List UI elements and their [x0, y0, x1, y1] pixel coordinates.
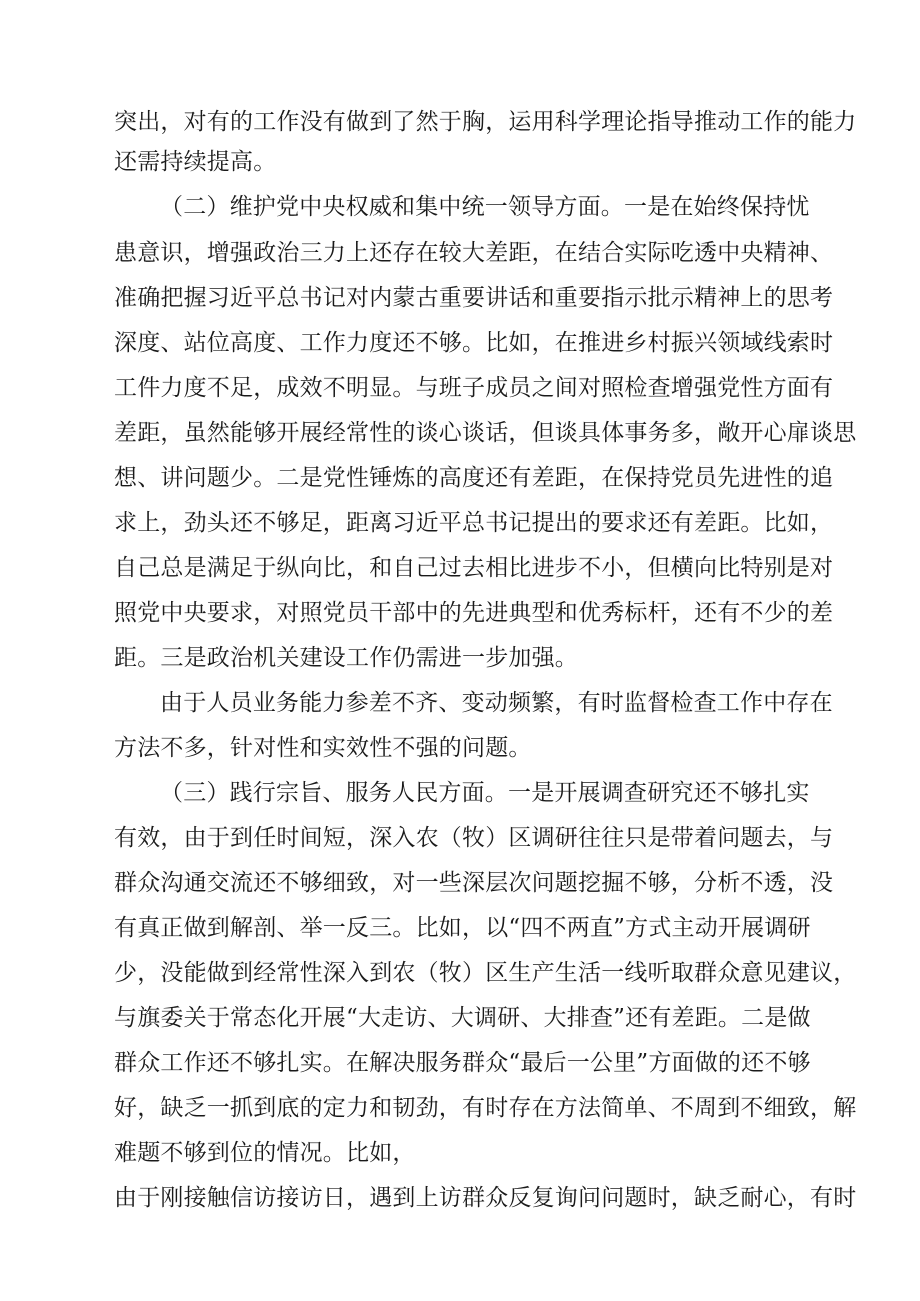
text-line: （三）践行宗旨、服务人民方面。一是开展调查研究还不够扎实: [160, 780, 810, 806]
text-line: 方法不多，针对性和实效性不强的问题。: [114, 735, 532, 761]
text-line: 好，缺乏一抓到底的定力和韧劲，有时存在方法简单、不周到不细致，解: [114, 1095, 857, 1121]
text-line: 有效，由于到任时间短，深入农（牧）区调研往往只是带着问题去，与: [114, 825, 834, 851]
text-line: 难题不够到位的情况。比如，: [114, 1140, 416, 1166]
text-line: 准确把握习近平总书记对内蒙古重要讲话和重要指示批示精神上的思考: [114, 285, 834, 311]
text-line: 由于刚接触信访接访日，遇到上访群众反复询问问题时，缺乏耐心，有时: [114, 1185, 857, 1211]
text-line: 距。三是政治机关建设工作仍需进一步加强。: [114, 645, 578, 671]
text-line: 自己总是满足于纵向比，和自己过去相比进步不小，但横向比特别是对: [114, 555, 834, 581]
text-line: 突出，对有的工作没有做到了然于胸，运用科学理论指导推动工作的能力: [114, 109, 857, 135]
text-line: 深度、站位高度、工作力度还不够。比如，在推进乡村振兴领域线索时: [114, 330, 834, 356]
text-line: 差距，虽然能够开展经常性的谈心谈话，但谈具体事务多，敞开心扉谈思: [114, 420, 857, 446]
text-line: 由于人员业务能力参差不齐、变动频繁，有时监督检查工作中存在: [160, 690, 833, 716]
text-line: 患意识，增强政治三力上还存在较大差距，在结合实际吃透中央精神、: [114, 240, 834, 266]
text-line: 与旗委关于常态化开展“大走访、大调研、大排查”还有差距。二是做: [114, 1005, 811, 1031]
text-line: 照党中央要求，对照党员干部中的先进典型和优秀标杆，还有不少的差: [114, 600, 834, 626]
text-line: 求上，劲头还不够足，距离习近平总书记提出的要求还有差距。比如，: [114, 510, 834, 536]
text-line: 想、讲问题少。二是党性锤炼的高度还有差距，在保持党员先进性的追: [114, 465, 834, 491]
text-line: 有真正做到解剖、举一反三。比如，以“四不两直”方式主动开展调研: [114, 915, 811, 941]
text-line: 工件力度不足，成效不明显。与班子成员之间对照检查增强党性方面有: [114, 375, 834, 401]
text-line: 群众沟通交流还不够细致，对一些深层次问题挖掘不够，分析不透，没: [114, 870, 834, 896]
text-line: 还需持续提高。: [114, 149, 277, 175]
text-line: （二）维护党中央权威和集中统一领导方面。一是在始终保持忧: [160, 194, 810, 220]
text-line: 少，没能做到经常性深入到农（牧）区生产生活一线听取群众意见建议，: [114, 960, 857, 986]
text-line: 群众工作还不够扎实。在解决服务群众“最后一公里”方面做的还不够: [114, 1050, 811, 1076]
